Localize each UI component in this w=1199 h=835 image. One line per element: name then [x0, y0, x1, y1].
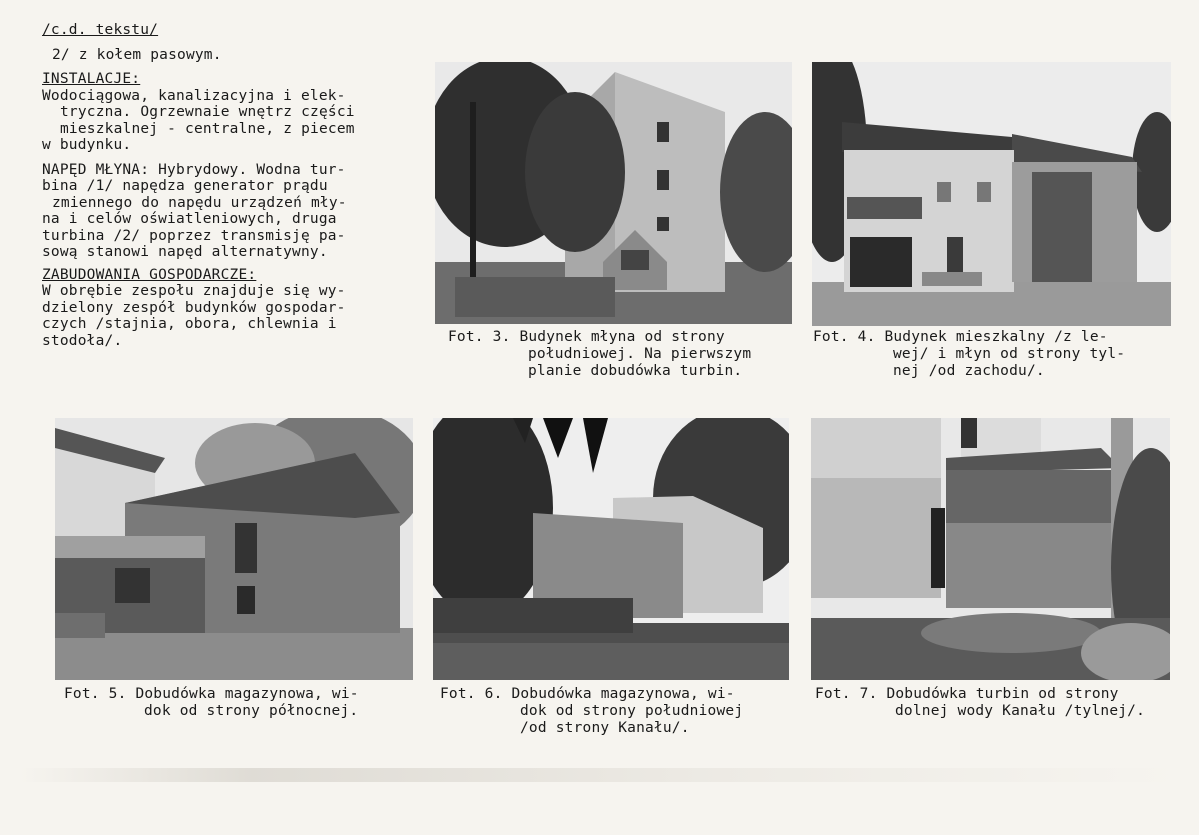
text-line: mieszkalnej - centralne, z piecem: [60, 120, 355, 137]
caption-line: Fot. 7. Dobudówka turbin od strony: [815, 686, 1119, 702]
caption-line: wej/ i młyn od strony tyl-: [893, 346, 1126, 362]
section-heading-naped: NAPĘD MŁYNA: Hybrydowy. Wodna tur-: [42, 161, 346, 178]
intro-text-block: [42, 22, 402, 349]
caption-line: nej /od zachodu/.: [893, 363, 1045, 379]
caption-line: Fot. 6. Dobudówka magazynowa, wi-: [440, 686, 735, 702]
section-heading-instalacje: INSTALACJE:: [42, 71, 141, 87]
caption-fot-3: [448, 329, 751, 380]
caption-line: dok od strony południowej: [520, 703, 744, 719]
caption-line: południowej. Na pierwszym: [528, 346, 752, 362]
text-line: tryczna. Ogrzewnaie wnętrz części: [60, 104, 355, 120]
text-line: W obrębie zespołu znajduje się wy-: [42, 283, 346, 299]
text-line: w budynku.: [42, 137, 132, 153]
text-line: dzielony zespół budynków gospodar-: [42, 299, 346, 316]
photo-fot-5-storage-annex-north: [55, 418, 413, 680]
caption-fot-4: [813, 329, 1125, 380]
text-line: czych /stajnia, obora, chlewnia i: [42, 316, 337, 332]
caption-fot-5: [64, 686, 359, 720]
photo-fot-7-turbine-annex: [811, 418, 1170, 680]
photo-fot-3-mill-building: [435, 62, 792, 324]
text-line: stodoła/.: [42, 332, 123, 349]
caption-line: Fot. 5. Dobudówka magazynowa, wi-: [64, 686, 359, 702]
caption-fot-6: [440, 686, 743, 737]
caption-line: dok od strony północnej.: [144, 703, 359, 719]
photo-fot-4-residential-building: [812, 62, 1171, 326]
text-line: Wodociągowa, kanalizacyjna i elek-: [42, 87, 346, 104]
caption-line: Fot. 4. Budynek mieszkalny /z le-: [813, 329, 1108, 345]
caption-line: Fot. 3. Budynek młyna od strony: [448, 329, 725, 345]
continuation-heading: /c.d. tekstu/: [42, 22, 159, 38]
paper-smudge: [20, 768, 1180, 782]
caption-line: planie dobudówka turbin.: [528, 363, 743, 379]
photo-fot-6-storage-annex-south: [433, 418, 789, 680]
text-line: na i celów oświatleniowych, druga: [42, 211, 337, 227]
caption-line: dolnej wody Kanału /tylnej/.: [895, 703, 1146, 719]
text-line: bina /1/ napędza generator prądu: [42, 178, 328, 194]
text-line: sową stanowi napęd alternatywny.: [42, 244, 328, 260]
text-line: 2/ z kołem pasowym.: [52, 46, 222, 63]
caption-line: /od strony Kanału/.: [520, 720, 690, 736]
text-line: zmiennego do napędu urządzeń mły-: [52, 194, 347, 211]
section-heading-zabudowania: ZABUDOWANIA GOSPODARCZE:: [42, 266, 257, 283]
caption-fot-7: [815, 686, 1145, 720]
text-line: turbina /2/ poprzez transmisję pa-: [42, 227, 346, 244]
